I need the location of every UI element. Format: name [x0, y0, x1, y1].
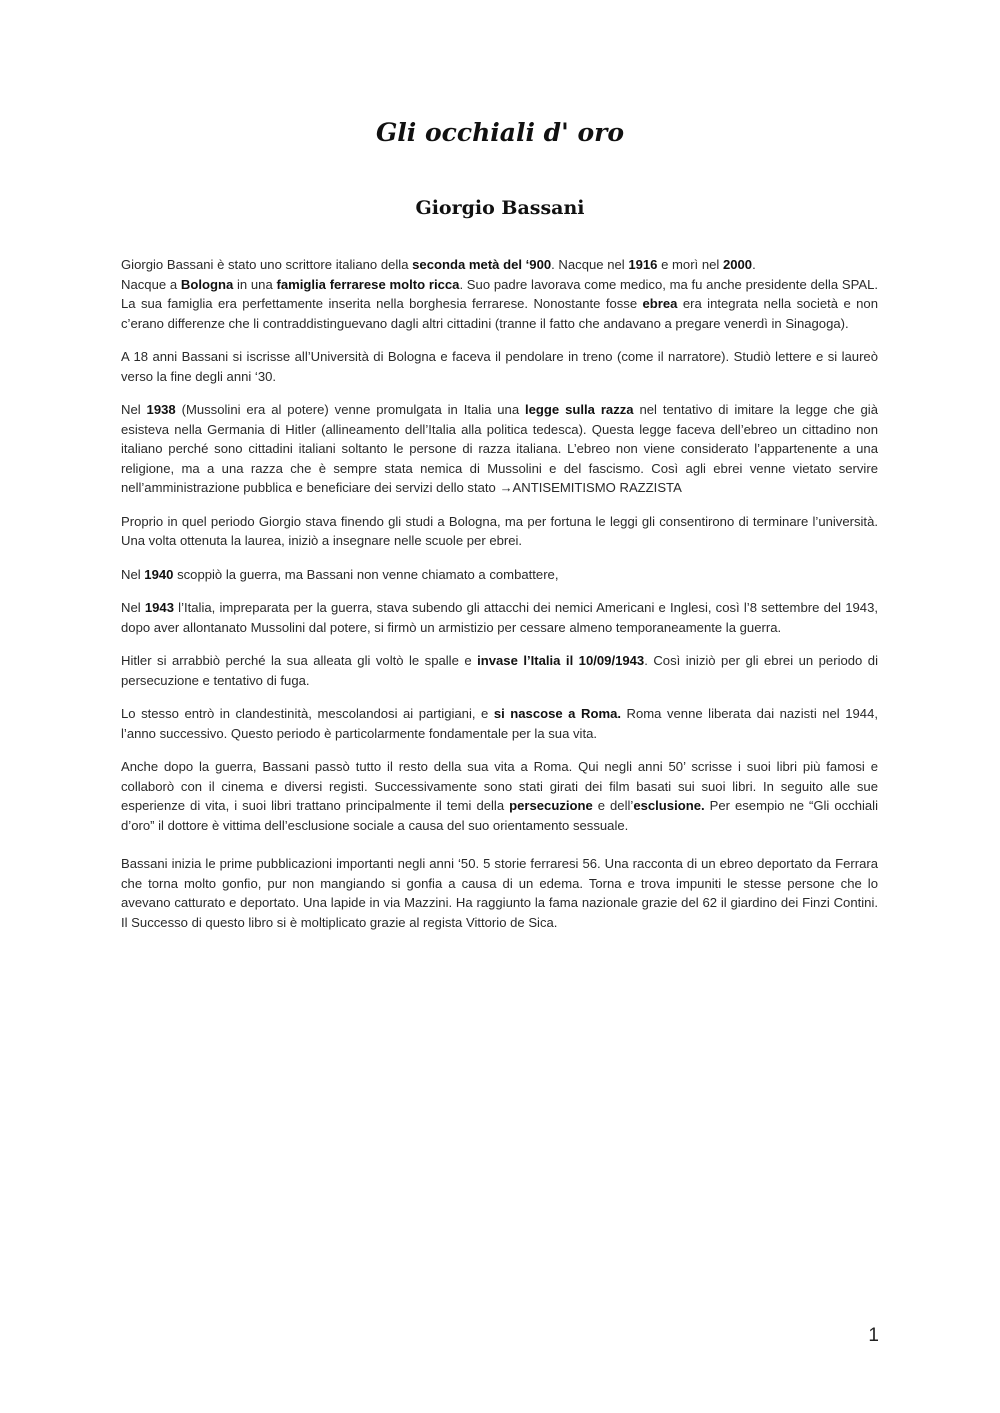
document-body	[121, 255, 878, 946]
text-run: Roma venne liberata dai nazisti nel 1944, l’anno successivo. Questo periodo è particolarmente fondamentale per la sua vita.	[121, 706, 879, 741]
bold-text: 1916	[628, 257, 658, 272]
page-number: 1	[868, 1325, 879, 1346]
text-run: Per esempio ne “Gli occhiali d’oro” il dottore è vittima dell’esclusione sociale a causa del suo orientamento sessuale.	[121, 798, 878, 833]
text-run: era integrata nella società e non c’erano differenze che li contraddistinguevano dagli altri cittadini (tranne il fatto che andavano a pregare venerdì in Sinagoga).	[121, 296, 878, 331]
bold-text: legge sulla razza	[525, 402, 634, 417]
paragraph	[121, 255, 878, 333]
bold-text: famiglia ferrarese molto ricca	[276, 276, 460, 292]
bold-text: ebrea	[642, 296, 678, 311]
paragraph	[121, 757, 878, 835]
paragraph	[121, 347, 878, 386]
bold-text: persecuzione	[509, 798, 593, 813]
text-run: Lo stesso entrò in clandestinità, mescolandosi ai partigiani, e	[121, 706, 494, 721]
text-run: Anche dopo la guerra, Bassani passò tutto il resto della sua vita a Roma. Qui negli anni 50’ scrisse i suoi libri più famosi e collaborò con il cinema e diversi registi. Successivamente sono stati girati dei film basati sui suoi libri. In seguito alle sue esperienze di vita, i suoi libri trattano principalmente il temi della	[121, 759, 878, 813]
text-run: . Così iniziò per gli ebrei un periodo di persecuzione e tentativo di fuga.	[121, 653, 878, 688]
text-run: Nel	[121, 566, 145, 582]
paragraph	[121, 400, 878, 498]
bold-text: seconda metà del ‘900	[412, 257, 552, 272]
document-author: Giorgio Bassani	[415, 197, 585, 219]
paragraph	[121, 704, 878, 743]
text-run: . Suo padre lavorava come medico, ma fu anche presidente della SPAL. La sua famiglia era perfettamente inserita nella borghesia ferrarese. Nonostante fosse	[121, 276, 878, 311]
bold-text: esclusione.	[633, 798, 705, 813]
text-run: Proprio in quel periodo Giorgio stava finendo gli studi a Bologna, ma per fortuna le leggi gli consentirono di terminare l’università. Una volta ottenuta la laurea, iniziò a insegnare nelle scuole per ebrei.	[121, 513, 878, 548]
text-run: . Nacque nel	[551, 257, 629, 272]
text-run: Hitler si arrabbiò perché la sua alleata gli voltò le spalle e	[121, 653, 478, 668]
bold-text: 2000	[722, 257, 753, 272]
paragraph	[121, 651, 878, 690]
text-run: e morì nel	[657, 257, 723, 272]
text-run: in una	[233, 276, 277, 292]
bold-text: 1943	[144, 600, 174, 615]
bold-text: 1938	[146, 402, 176, 417]
paragraph	[121, 565, 878, 585]
text-run: Giorgio Bassani è stato uno scrittore italiano della	[121, 257, 413, 272]
text-run: nel tentativo di imitare la legge che già esisteva nella Germania di Hitler (allineamento dell’Italia alla politica tedesca). Questa legge faceva dell’ebreo un cittadino non italiano perché sono cittadini italiani soltanto le persone di razza italiana. L’ebreo non viene considerato l’appartenente a una religione, ma a una razza che è sempre stata nemica di Mussolini e del fascismo. Così agli ebrei venne vietato servire nell’amministrazione pubblica e beneficiare dei servizi dello stato →ANTISEMITISMO RAZZISTA	[121, 402, 878, 495]
text-run: Nel	[121, 600, 145, 615]
paragraph	[121, 512, 878, 551]
text-run: l’Italia, impreparata per la guerra, stava subendo gli attacchi dei nemici Americani e Inglesi, così l’8 settembre del 1943, dopo aver allontanato Mussolini dal potere, si firmò un armistizio per cessare almeno temporaneamente la guerra.	[121, 600, 878, 635]
text-run: scoppiò la guerra, ma Bassani non venne chiamato a combattere,	[173, 566, 559, 582]
text-run: Bassani inizia le prime pubblicazioni importanti negli anni ‘50. 5 storie ferraresi 56. Una racconta di un ebreo deportato da Ferrara che torna molto gonfio, pur non mangiando si gonfia a causa di un edema. Torna e trova impuniti le stesse persone che lo avevano catturato e deportato. Una lapide in via Mazzini. Ha raggiunto la fama nazionale grazie del 62 il giardino dei Finzi Contini. Il Successo di questo libro si è moltiplicato grazie al regista Vittorio de Sica.	[121, 856, 878, 930]
text-run: (Mussolini era al potere) venne promulgata in Italia una	[175, 402, 526, 417]
bold-text: Bologna	[180, 276, 234, 292]
text-run: Nel	[121, 402, 147, 417]
text-run: e dell’	[592, 798, 634, 813]
document-title: Gli occhiali d' oro	[375, 118, 625, 147]
paragraph	[121, 598, 878, 637]
bold-text: invase l’Italia il 10/09/1943	[477, 653, 645, 668]
bold-text: si nascose a Roma.	[493, 706, 622, 721]
text-run: .	[752, 257, 756, 272]
text-run: A 18 anni Bassani si iscrisse all’Università di Bologna e faceva il pendolare in treno (come il narratore). Studiò lettere e si laureò verso la fine degli anni ‘30.	[121, 349, 878, 384]
text-run: Nacque a	[121, 276, 181, 292]
paragraph	[121, 854, 878, 932]
bold-text: 1940	[144, 566, 174, 582]
